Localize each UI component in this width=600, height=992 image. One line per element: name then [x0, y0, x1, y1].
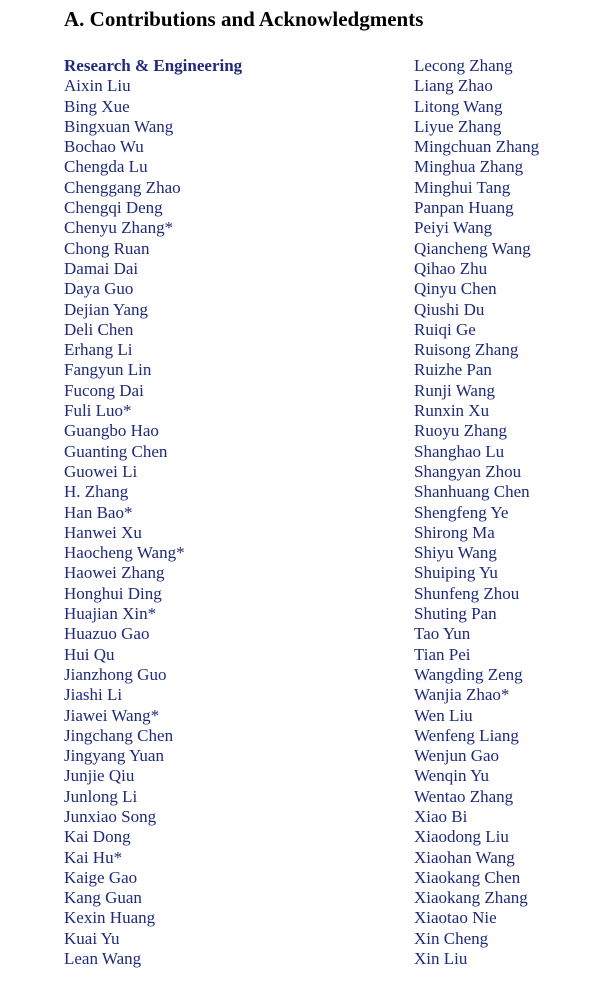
contributor-name: Minghua Zhang: [414, 157, 524, 177]
contributor-name: Tian Pei: [414, 644, 471, 664]
contributors-left-column: [64, 56, 242, 969]
contributor-name: Kuai Yu: [64, 928, 120, 948]
contributor-name: Tao Yun: [414, 624, 471, 644]
contributor-name: Damai Dai: [64, 258, 139, 278]
contributor-name: Shanghao Lu: [414, 441, 505, 461]
contributor-name: Xiaotao Nie: [414, 908, 497, 928]
contributor-name: Jingyang Yuan: [64, 746, 164, 766]
contributor-name: Ruizhe Pan: [414, 360, 492, 380]
contributor-name: Junxiao Song: [64, 806, 157, 826]
contributor-name: Shangyan Zhou: [414, 461, 522, 481]
contributor-name: Peiyi Wang: [414, 218, 493, 238]
contributor-name: Fuli Luo*: [64, 401, 132, 421]
contributor-name: Wanjia Zhao*: [414, 685, 510, 705]
contributor-name: Wenfeng Liang: [414, 725, 519, 745]
contributor-name: Runxin Xu: [414, 401, 490, 421]
contributor-name: Kexin Huang: [64, 908, 156, 928]
contributor-name: Jiashi Li: [64, 685, 123, 705]
contributor-name: Shanhuang Chen: [414, 482, 530, 502]
contributor-name: Hanwei Xu: [64, 522, 142, 542]
contributor-name: Xiaodong Liu: [414, 827, 509, 847]
contributor-name: Panpan Huang: [414, 198, 514, 218]
contributor-name: Xiaokang Chen: [414, 867, 521, 887]
contributor-name: Erhang Li: [64, 340, 133, 360]
contributor-name: Dejian Yang: [64, 299, 149, 319]
contributor-name: Junlong Li: [64, 786, 138, 806]
contributor-name: Kaige Gao: [64, 867, 138, 887]
contributor-name: Ruoyu Zhang: [414, 421, 508, 441]
contributor-name: Xiao Bi: [414, 806, 468, 826]
contributor-name: Xin Liu: [414, 949, 468, 969]
contributor-name: H. Zhang: [64, 482, 129, 502]
contributor-name: Liyue Zhang: [414, 116, 502, 136]
contributor-name: Wangding Zeng: [414, 664, 523, 684]
contributor-name: Ruisong Zhang: [414, 340, 519, 360]
contributor-name: Hui Qu: [64, 644, 115, 664]
contributor-name: Haocheng Wang*: [64, 543, 185, 563]
contributor-name: Huazuo Gao: [64, 624, 150, 644]
contributor-name: Shuting Pan: [414, 604, 497, 624]
contributor-name: Jingchang Chen: [64, 725, 174, 745]
contributor-name: Bingxuan Wang: [64, 116, 174, 136]
contributor-name: Wenqin Yu: [414, 766, 489, 786]
contributor-name: Guangbo Hao: [64, 421, 159, 441]
contributor-name: Chengda Lu: [64, 157, 148, 177]
contributor-name: Ruiqi Ge: [414, 319, 476, 339]
contributor-name: Fangyun Lin: [64, 360, 152, 380]
contributor-name: Qiushi Du: [414, 299, 485, 319]
contributor-name: Xin Cheng: [414, 928, 489, 948]
contributor-name: Honghui Ding: [64, 583, 162, 603]
contributor-name: Bing Xue: [64, 96, 130, 116]
contributor-name: Deli Chen: [64, 319, 134, 339]
contributor-name: Lean Wang: [64, 949, 142, 969]
contributor-name: Bochao Wu: [64, 137, 144, 157]
contributor-name: Jiawei Wang*: [64, 705, 160, 725]
contributors-right-column: [414, 56, 539, 969]
contributor-name: Aixin Liu: [64, 76, 131, 96]
contributor-name: Guowei Li: [64, 461, 138, 481]
contributor-name: Kai Dong: [64, 827, 131, 847]
contributor-name: Shiyu Wang: [414, 543, 497, 563]
contributor-name: Jianzhong Guo: [64, 664, 167, 684]
contributor-name: Chenggang Zhao: [64, 177, 181, 197]
contributor-name: Wen Liu: [414, 705, 473, 725]
contributor-name: Mingchuan Zhang: [414, 137, 540, 157]
contributor-name: Runji Wang: [414, 380, 495, 400]
contributor-name: Minghui Tang: [414, 177, 511, 197]
contributor-name: Daya Guo: [64, 279, 134, 299]
contributor-name: Xiaokang Zhang: [414, 888, 528, 908]
group-heading: Research & Engineering: [64, 56, 243, 75]
contributor-name: Shirong Ma: [414, 522, 495, 542]
contributor-name: Shunfeng Zhou: [414, 583, 520, 603]
contributor-name: Chenyu Zhang*: [64, 218, 174, 238]
contributor-name: Chong Ruan: [64, 238, 150, 258]
contributor-name: Wentao Zhang: [414, 786, 514, 806]
contributor-name: Wenjun Gao: [414, 746, 500, 766]
contributor-name: Shengfeng Ye: [414, 502, 509, 522]
contributor-name: Liang Zhao: [414, 76, 493, 96]
contributor-name: Litong Wang: [414, 96, 503, 116]
contributor-name: Fucong Dai: [64, 380, 144, 400]
contributor-name: Han Bao*: [64, 502, 133, 522]
contributor-name: Lecong Zhang: [414, 56, 513, 75]
contributor-name: Guanting Chen: [64, 441, 168, 461]
section-title: A. Contributions and Acknowledgments: [64, 7, 424, 31]
contributor-name: Xiaohan Wang: [414, 847, 515, 867]
contributor-name: Haowei Zhang: [64, 563, 165, 583]
contributor-name: Qihao Zhu: [414, 258, 488, 278]
contributor-name: Shuiping Yu: [414, 563, 498, 583]
contributor-name: Huajian Xin*: [64, 604, 157, 624]
contributor-name: Junjie Qiu: [64, 766, 135, 786]
contributor-name: Kang Guan: [64, 888, 142, 908]
contributor-name: Qiancheng Wang: [414, 238, 531, 258]
contributor-name: Chengqi Deng: [64, 198, 163, 218]
contributor-name: Kai Hu*: [64, 847, 123, 867]
contributor-name: Qinyu Chen: [414, 279, 497, 299]
